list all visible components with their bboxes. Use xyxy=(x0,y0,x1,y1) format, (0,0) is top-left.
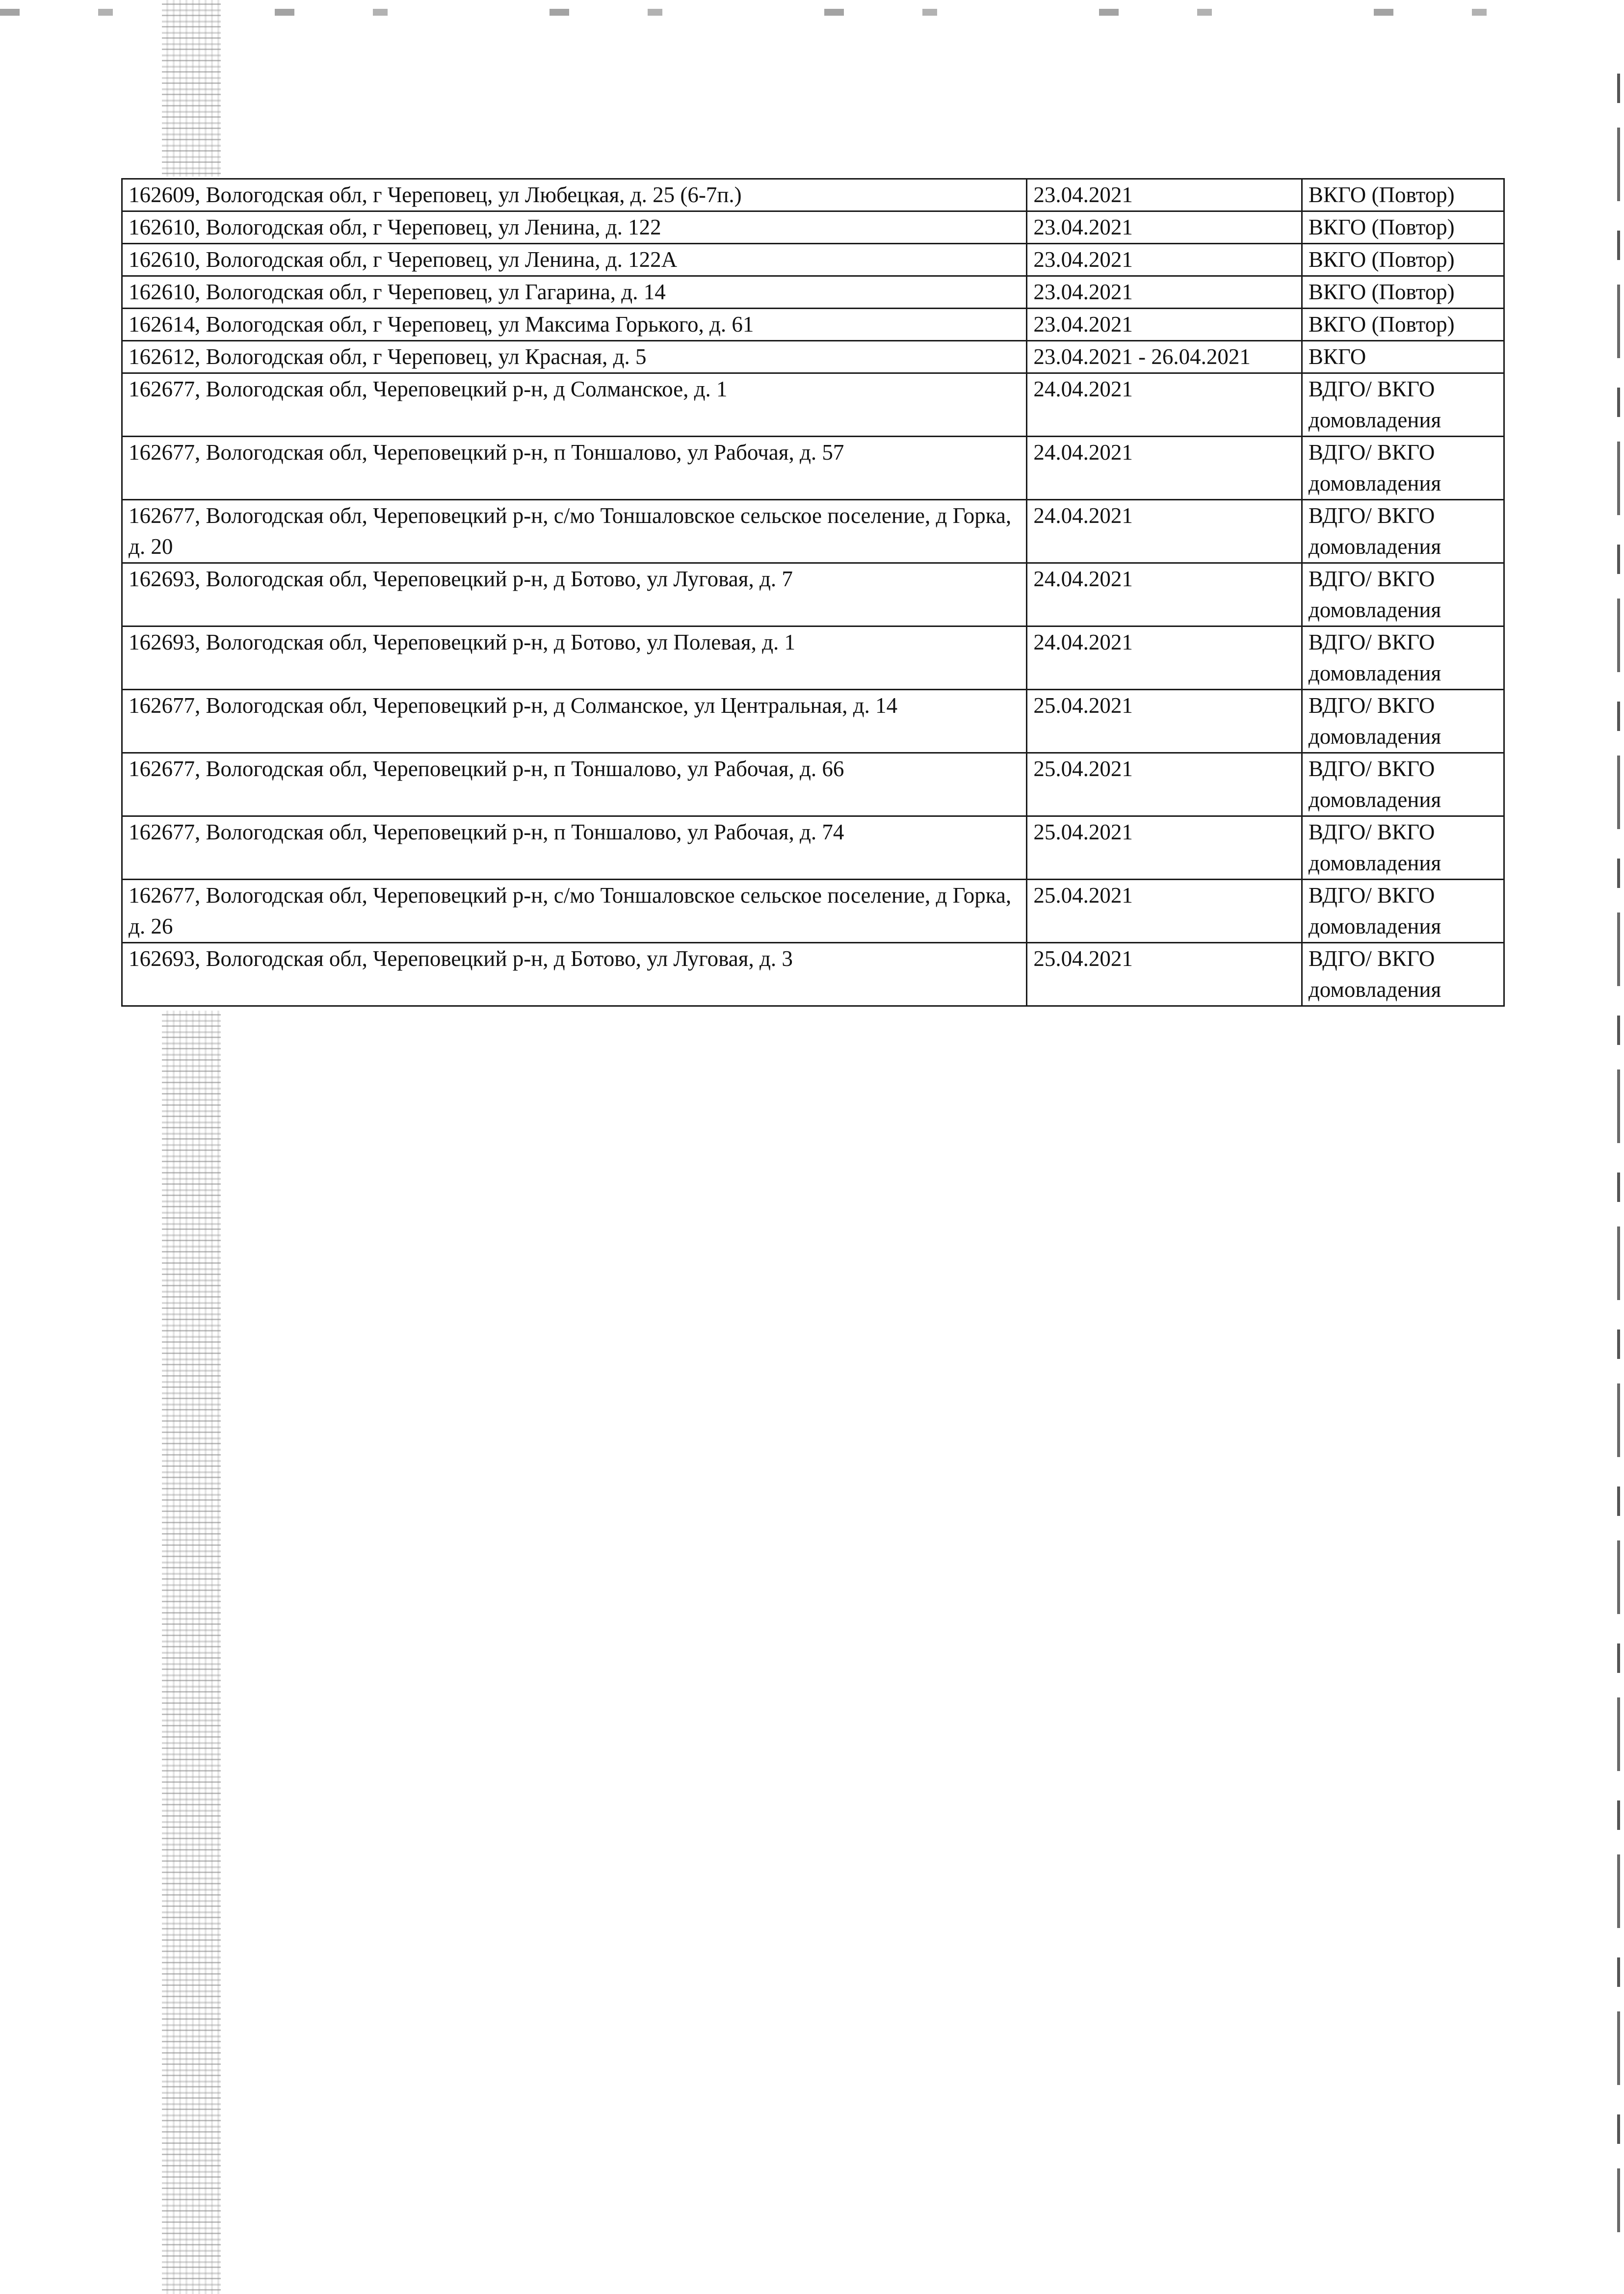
date-cell: 25.04.2021 xyxy=(1027,753,1302,816)
address-cell: 162614, Вологодская обл, г Череповец, ул Максима Горького, д. 61 xyxy=(122,309,1027,341)
date-cell: 24.04.2021 xyxy=(1027,500,1302,563)
address-cell: 162693, Вологодская обл, Череповецкий р-н, д Ботово, ул Луговая, д. 3 xyxy=(122,943,1027,1006)
table-row xyxy=(122,244,1504,276)
work-type-cell xyxy=(1302,373,1504,437)
date-cell: 24.04.2021 xyxy=(1027,373,1302,437)
date-cell: 25.04.2021 xyxy=(1027,943,1302,1006)
work-type-cell xyxy=(1302,753,1504,816)
address-cell: 162609, Вологодская обл, г Череповец, ул Любецкая, д. 25 (6-7п.) xyxy=(122,179,1027,211)
work-type-cell xyxy=(1302,244,1504,276)
work-type-line: домовладения xyxy=(1308,598,1441,622)
work-type-cell xyxy=(1302,816,1504,880)
work-type-line: ВДГО/ ВКГО xyxy=(1308,693,1435,718)
work-type-line: ВДГО/ ВКГО xyxy=(1308,567,1435,591)
address-cell: 162677, Вологодская обл, Череповецкий р-н, п Тоншалово, ул Рабочая, д. 66 xyxy=(122,753,1027,816)
work-type-line: ВКГО (Повтор) xyxy=(1308,312,1455,337)
table-row xyxy=(122,437,1504,500)
table-row xyxy=(122,880,1504,943)
work-type-cell xyxy=(1302,276,1504,309)
work-type-line: ВДГО/ ВКГО xyxy=(1308,946,1435,971)
work-type-cell xyxy=(1302,880,1504,943)
work-type-cell xyxy=(1302,309,1504,341)
table-row xyxy=(122,309,1504,341)
work-type-line: домовладения xyxy=(1308,787,1441,812)
work-type-line: домовладения xyxy=(1308,851,1441,875)
work-type-line: домовладения xyxy=(1308,661,1441,685)
work-type-line: ВДГО/ ВКГО xyxy=(1308,630,1435,654)
work-type-line: домовладения xyxy=(1308,471,1441,495)
work-type-line: ВКГО (Повтор) xyxy=(1308,182,1455,207)
date-cell: 23.04.2021 - 26.04.2021 xyxy=(1027,341,1302,373)
table-row xyxy=(122,179,1504,211)
date-cell: 24.04.2021 xyxy=(1027,563,1302,626)
work-type-line: домовладения xyxy=(1308,408,1441,432)
work-type-cell xyxy=(1302,179,1504,211)
table-row xyxy=(122,276,1504,309)
scan-artifact-top xyxy=(0,9,1624,16)
work-type-cell xyxy=(1302,626,1504,690)
date-cell: 23.04.2021 xyxy=(1027,244,1302,276)
address-cell: 162677, Вологодская обл, Череповецкий р-н, д Солманское, д. 1 xyxy=(122,373,1027,437)
work-type-line: домовладения xyxy=(1308,914,1441,938)
work-type-line: домовладения xyxy=(1308,534,1441,559)
address-cell: 162693, Вологодская обл, Череповецкий р-н, д Ботово, ул Полевая, д. 1 xyxy=(122,626,1027,690)
work-type-cell xyxy=(1302,500,1504,563)
work-type-line: ВКГО (Повтор) xyxy=(1308,280,1455,304)
date-cell: 23.04.2021 xyxy=(1027,179,1302,211)
date-cell: 23.04.2021 xyxy=(1027,276,1302,309)
address-cell: 162612, Вологодская обл, г Череповец, ул Красная, д. 5 xyxy=(122,341,1027,373)
scan-artifact-left-bottom xyxy=(162,1011,221,2294)
table-row xyxy=(122,943,1504,1006)
scan-artifact-left-top xyxy=(162,0,221,177)
address-schedule-table xyxy=(121,178,1505,1007)
date-cell: 24.04.2021 xyxy=(1027,437,1302,500)
work-type-line: ВКГО (Повтор) xyxy=(1308,247,1455,272)
work-type-line: ВДГО/ ВКГО xyxy=(1308,756,1435,781)
address-cell: 162693, Вологодская обл, Череповецкий р-н, д Ботово, ул Луговая, д. 7 xyxy=(122,563,1027,626)
date-cell: 25.04.2021 xyxy=(1027,690,1302,753)
work-type-line: ВКГО xyxy=(1308,344,1366,369)
work-type-cell xyxy=(1302,211,1504,244)
address-cell: 162610, Вологодская обл, г Череповец, ул Ленина, д. 122А xyxy=(122,244,1027,276)
table-row xyxy=(122,341,1504,373)
address-cell: 162610, Вологодская обл, г Череповец, ул Ленина, д. 122 xyxy=(122,211,1027,244)
table-row xyxy=(122,500,1504,563)
table-row xyxy=(122,211,1504,244)
address-cell: 162610, Вологодская обл, г Череповец, ул Гагарина, д. 14 xyxy=(122,276,1027,309)
work-type-cell xyxy=(1302,437,1504,500)
address-cell: 162677, Вологодская обл, Череповецкий р-н, п Тоншалово, ул Рабочая, д. 57 xyxy=(122,437,1027,500)
table-row xyxy=(122,563,1504,626)
date-cell: 24.04.2021 xyxy=(1027,626,1302,690)
address-cell: 162677, Вологодская обл, Череповецкий р-н, п Тоншалово, ул Рабочая, д. 74 xyxy=(122,816,1027,880)
work-type-line: ВДГО/ ВКГО xyxy=(1308,440,1435,465)
work-type-cell xyxy=(1302,341,1504,373)
table-row xyxy=(122,753,1504,816)
work-type-line: домовладения xyxy=(1308,724,1441,749)
work-type-line: ВДГО/ ВКГО xyxy=(1308,377,1435,401)
date-cell: 25.04.2021 xyxy=(1027,816,1302,880)
table-row xyxy=(122,626,1504,690)
date-cell: 25.04.2021 xyxy=(1027,880,1302,943)
work-type-line: домовладения xyxy=(1308,977,1441,1002)
work-type-line: ВКГО (Повтор) xyxy=(1308,215,1455,239)
address-cell: 162677, Вологодская обл, Череповецкий р-н, д Солманское, ул Центральная, д. 14 xyxy=(122,690,1027,753)
work-type-cell xyxy=(1302,563,1504,626)
table-row xyxy=(122,690,1504,753)
scan-artifact-right-edge xyxy=(1617,74,1620,2232)
table-row xyxy=(122,816,1504,880)
date-cell: 23.04.2021 xyxy=(1027,211,1302,244)
work-type-cell xyxy=(1302,943,1504,1006)
address-cell: 162677, Вологодская обл, Череповецкий р-н, с/мо Тоншаловское сельское поселение, д Горка, д. 26 xyxy=(122,880,1027,943)
date-cell: 23.04.2021 xyxy=(1027,309,1302,341)
work-type-line: ВДГО/ ВКГО xyxy=(1308,883,1435,908)
work-type-line: ВДГО/ ВКГО xyxy=(1308,820,1435,844)
work-type-line: ВДГО/ ВКГО xyxy=(1308,503,1435,528)
work-type-cell xyxy=(1302,690,1504,753)
table-row xyxy=(122,373,1504,437)
address-cell: 162677, Вологодская обл, Череповецкий р-н, с/мо Тоншаловское сельское поселение, д Горка, д. 20 xyxy=(122,500,1027,563)
